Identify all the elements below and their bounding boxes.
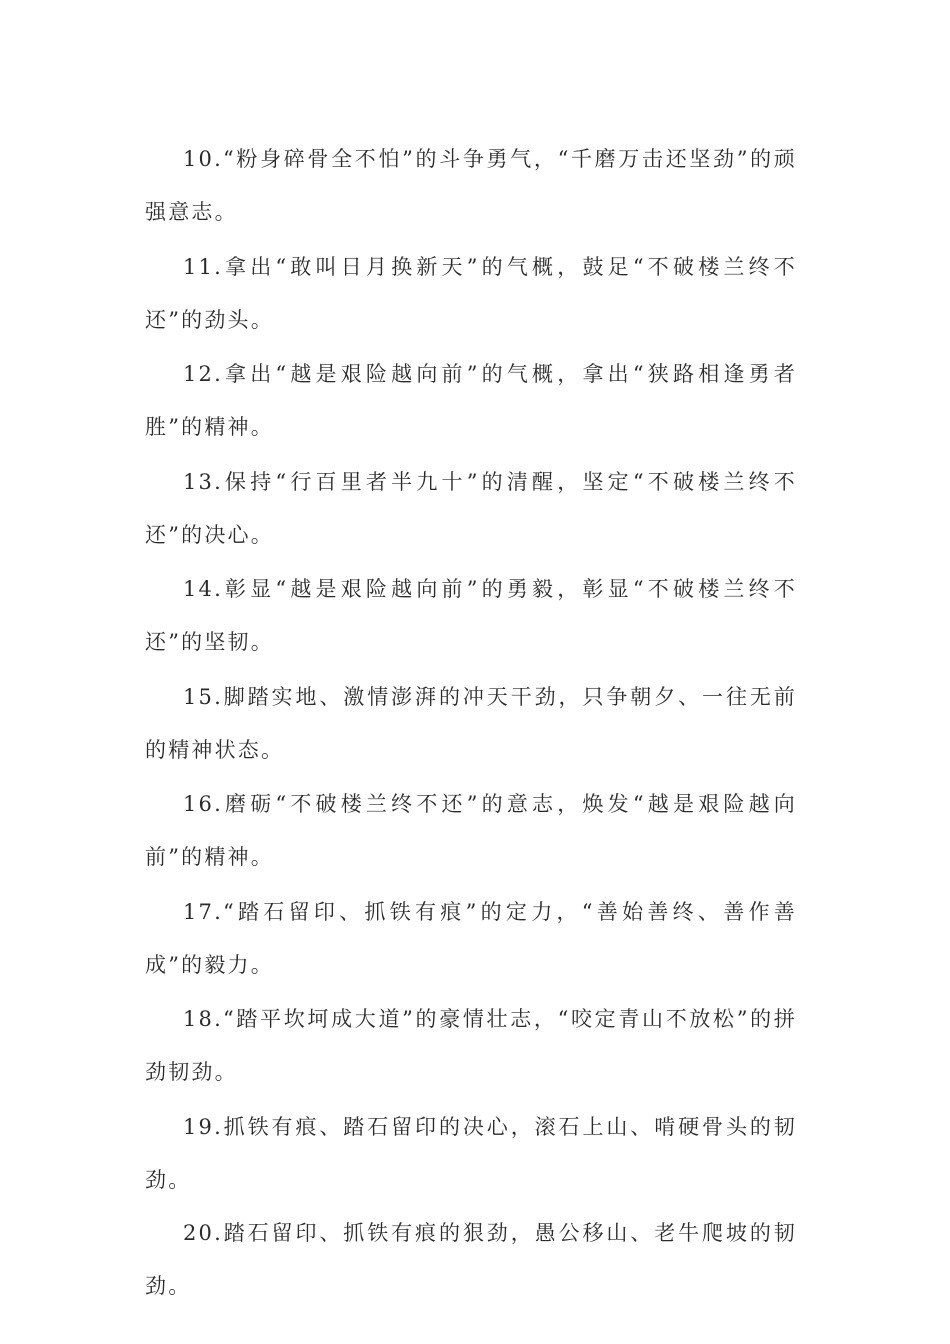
list-item-15: 15.脚踏实地、激情澎湃的冲天干劲，只争朝夕、一往无前的精神状态。 — [145, 684, 797, 762]
list-item-20: 20.踏石留印、抓铁有痕的狠劲，愚公移山、老牛爬坡的韧劲。 — [145, 1220, 797, 1298]
list-item-12: 12.拿出“越是艰险越向前”的气概，拿出“狭路相逢勇者胜”的精神。 — [145, 362, 797, 439]
list-item-10: 10.“粉身碎骨全不怕”的斗争勇气，“千磨万击还坚劲”的顽强意志。 — [145, 147, 797, 224]
list-item-13: 13.保持“行百里者半九十”的清醒，坚定“不破楼兰终不还”的决心。 — [145, 469, 797, 547]
list-item-19: 19.抓铁有痕、踏石留印的决心，滚石上山、啃硬骨头的韧劲。 — [145, 1114, 797, 1192]
list-item-11: 11.拿出“敢叫日月换新天”的气概，鼓足“不破楼兰终不还”的劲头。 — [145, 254, 797, 332]
list-item-14: 14.彰显“越是艰险越向前”的勇毅，彰显“不破楼兰终不还”的坚韧。 — [145, 577, 797, 654]
list-item-18: 18.“踏平坎坷成大道”的豪情壮志，“咬定青山不放松”的拼劲韧劲。 — [145, 1007, 797, 1084]
list-item-16: 16.磨砺“不破楼兰终不还”的意志，焕发“越是艰险越向前”的精神。 — [145, 792, 797, 869]
document-body — [145, 133, 797, 1313]
list-item-17: 17.“踏石留印、抓铁有痕”的定力，“善始善终、善作善成”的毅力。 — [145, 899, 797, 977]
